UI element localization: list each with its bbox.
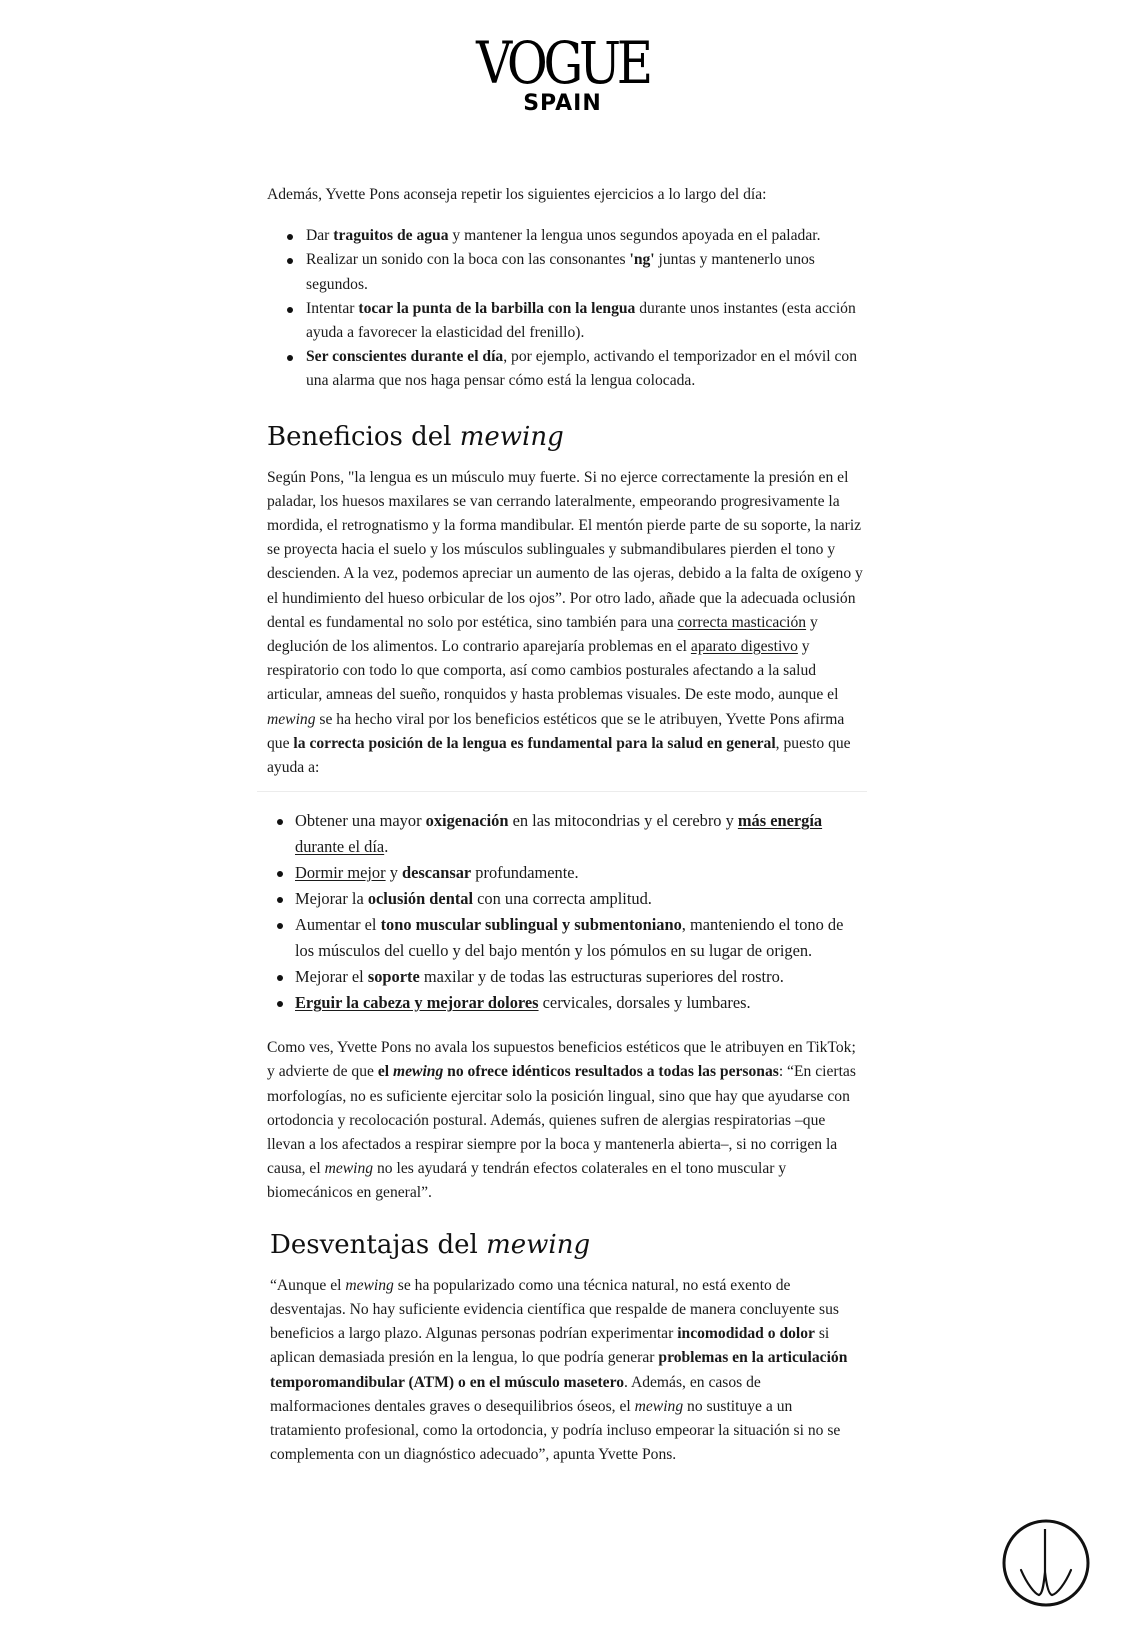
benefits-list — [267, 808, 863, 1016]
list-item: Erguir la cabeza y mejorar dolores cervicales, dorsales y lumbares. — [267, 990, 863, 1016]
list-item: Ser conscientes durante el día, por ejemplo, activando el temporizador en el móvil con una alarma que nos haga pensar cómo está la lengua colocada. — [267, 345, 863, 393]
link-mas-energia[interactable]: más energía durante el día — [295, 811, 823, 857]
vogue-logo[interactable]: VOGUE — [476, 29, 649, 97]
list-item: Dormir mejor y descansar profundamente. — [267, 860, 863, 886]
link-erguir-la-cabeza[interactable]: Erguir la cabeza y mejorar dolores — [295, 993, 539, 1013]
link-aparato-digestivo[interactable]: aparato digestivo — [690, 638, 798, 656]
drawbacks-heading: Desventajas del mewing — [270, 1229, 591, 1260]
list-item: Mejorar la oclusión dental con una correcta amplitud. — [267, 886, 863, 912]
intro-paragraph: Además, Yvette Pons aconseja repetir los siguientes ejercicios a lo largo del día: — [267, 186, 767, 203]
link-dormir-mejor[interactable]: Dormir mejor — [295, 863, 386, 883]
link-correcta-masticacion[interactable]: correcta masticación — [677, 613, 807, 631]
list-item: Aumentar el tono muscular sublingual y submentoniano, manteniendo el tono de los músculos del cuello y del bajo mentón y los pómulos en su lugar de origen. — [267, 912, 863, 964]
divider — [257, 791, 867, 792]
benefits-heading: Beneficios del mewing — [267, 421, 564, 452]
masthead — [0, 29, 1125, 116]
exercise-list — [267, 224, 863, 393]
article-body — [267, 183, 863, 1467]
benefits-paragraph: Según Pons, "la lengua es un músculo muy fuerte. Si no ejerce correctamente la presión en el paladar, los huesos maxilares se van cerrando lateralmente, empeorando progresivamente la mordida, el retrognatismo y la forma mandibular. El mentón pierde parte de su soporte, la nariz se proyecta hacia el suelo y los músculos sublinguales y submandibulares pierden el tono y descienden. A la vez, podemos apreciar un aumento de las ojeras, debido a la falta de oxígeno y el hundimiento del hueso orbicular de los ojos”. Por otro lado, añade que la adecuada oclusión dental es fundamental no solo por estética, sino también para una correcta masticación y deglución de los alimentos. Lo contrario aparejaría problemas en el aparato digestivo y respiratorio con todo lo que comporta, así como cambios posturales afectando a la salud articular, amneas del sueño, ronquidos y hasta problemas visuales. De este modo, aunque el mewing se ha hecho viral por los beneficios estéticos que se le atribuyen, Yvette Pons afirma que la correcta posición de la lengua es fundamental para la salud en general, puesto que ayuda a: — [267, 468, 863, 777]
pons-paragraph: Como ves, Yvette Pons no avala los supuestos beneficios estéticos que le atribuyen en TikTok; y advierte de que el mewing no ofrece idénticos resultados a todas las personas: “En ciertas morfologías, no es suficiente ejercitar solo la posición lingual, sino que hay que ayudarse con ortodoncia y recolocación postural. Además, quienes sufren de alergias respiratorias –que llevan a los afectados a respirar siempre por la boca y mantenerla abierta–, si no corrigen la causa, el mewing no les ayudará y tendrán efectos colaterales en el tono muscular y biomecánicos en general”. — [267, 1039, 856, 1202]
edition-label: SPAIN — [523, 91, 602, 116]
w-monogram-icon[interactable] — [1001, 1518, 1091, 1613]
list-item: Obtener una mayor oxigenación en las mitocondrias y el cerebro y más energía durante el día. — [267, 808, 863, 860]
list-item: Mejorar el soporte maxilar y de todas las estructuras superiores del rostro. — [267, 964, 863, 990]
list-item: Intentar tocar la punta de la barbilla con la lengua durante unos instantes (esta acción ayuda a favorecer la elasticidad del frenillo). — [267, 297, 863, 345]
list-item: Realizar un sonido con la boca con las consonantes 'ng' juntas y mantenerlo unos segundos. — [267, 248, 863, 296]
drawbacks-paragraph: “Aunque el mewing se ha popularizado como una técnica natural, no está exento de desventajas. No hay suficiente evidencia científica que respalde de manera concluyente sus beneficios a largo plazo. Algunas personas podrían experimentar incomodidad o dolor si aplican demasiada presión en la lengua, lo que podría generar problemas en la articulación temporomandibular (ATM) o en el músculo masetero. Además, en casos de malformaciones dentales graves o desequilibrios óseos, el mewing no sustituye a un tratamiento profesional, como la ortodoncia, y podría incluso empeorar la situación si no se complementa con un diagnóstico adecuado”, apunta Yvette Pons. — [270, 1276, 848, 1464]
list-item: Dar traguitos de agua y mantener la lengua unos segundos apoyada en el paladar. — [267, 224, 863, 248]
